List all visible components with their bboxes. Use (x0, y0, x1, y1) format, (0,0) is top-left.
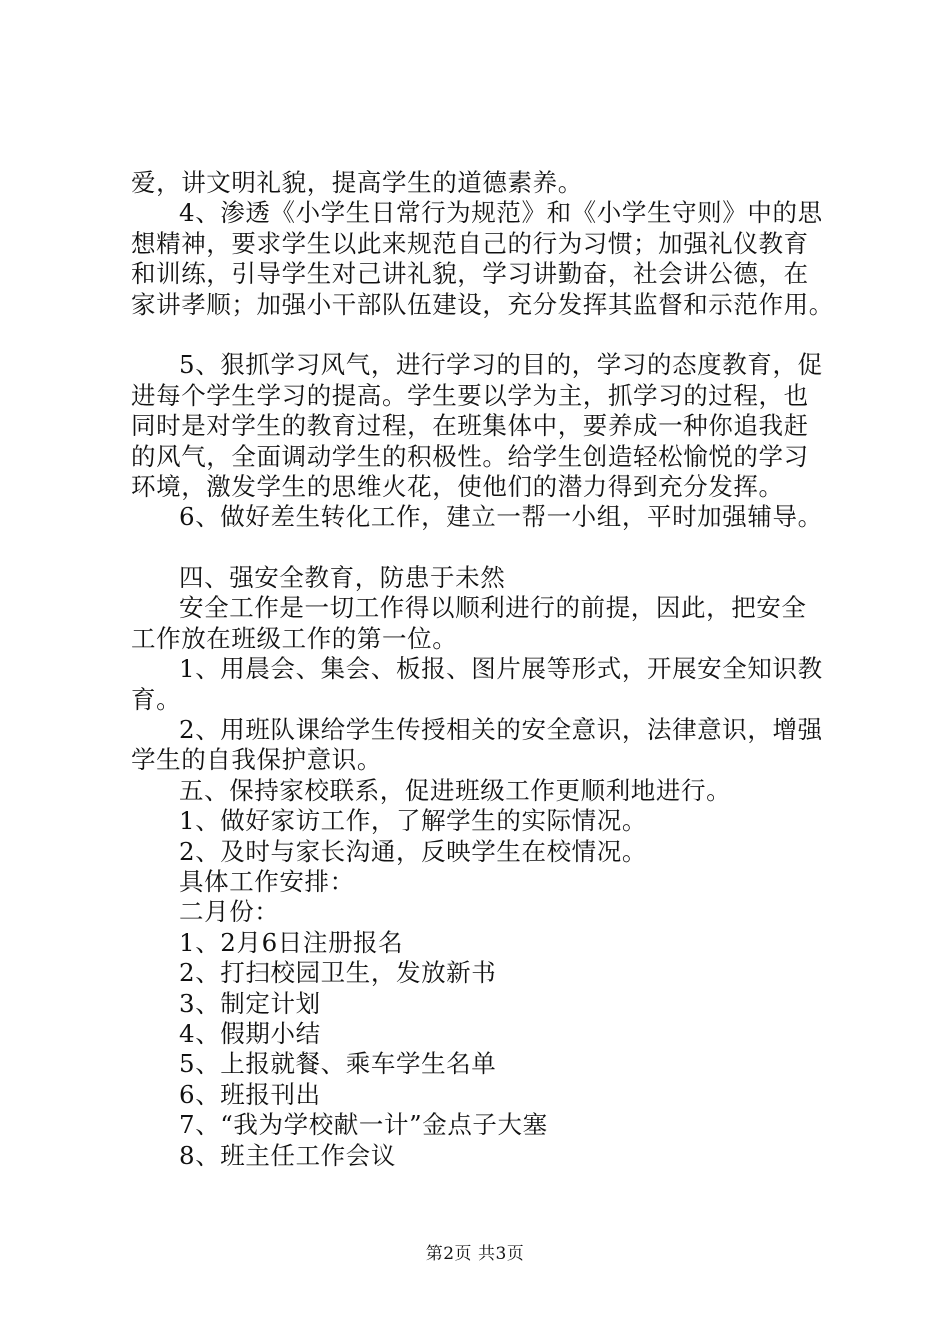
text-line: 和训练，引导学生对己讲礼貌，学习讲勤奋，社会讲公德，在 (131, 259, 809, 289)
text-line: 工作放在班级工作的第一位。 (131, 623, 458, 653)
text-line: 家讲孝顺；加强小干部队伍建设，充分发挥其监督和示范作用。 (131, 289, 834, 319)
blank-line (131, 533, 851, 563)
text-line: 5、上报就餐、乘车学生名单 (179, 1049, 497, 1079)
text-line: 6、班报刊出 (179, 1079, 321, 1109)
text-line: 安全工作是一切工作得以顺利进行的前提，因此，把安全 (179, 593, 807, 623)
text-line: 学生的自我保护意识。 (131, 745, 382, 775)
text-line: 2、打扫校园卫生，发放新书 (179, 958, 497, 988)
text-line: 想精神，要求学生以此来规范自己的行为习惯；加强礼仪教育 (131, 228, 809, 258)
text-line: 1、用晨会、集会、板报、图片展等形式，开展安全知识教 (179, 654, 823, 684)
text-line: 爱，讲文明礼貌，提高学生的道德素养。 (131, 168, 583, 197)
text-line: 4、假期小结 (179, 1018, 321, 1048)
text-line: 1、做好家访工作，了解学生的实际情况。 (179, 806, 647, 836)
text-line: 8、班主任工作会议 (179, 1140, 396, 1170)
text-line: 2、用班队课给学生传授相关的安全意识，法律意识，增强 (179, 715, 823, 745)
text-line: 的风气，全面调动学生的积极性。给学生创造轻松愉悦的学习 (131, 441, 809, 471)
text-line: 五、保持家校联系，促进班级工作更顺利地进行。 (179, 775, 732, 805)
text-line: 4、渗透《小学生日常行为规范》和《小学生守则》中的思 (179, 198, 823, 228)
page-footer: 第2页 共3页 (425, 1244, 525, 1264)
text-line: 环境，激发学生的思维火花，使他们的潜力得到充分发挥。 (131, 471, 784, 501)
text-line: 3、制定计划 (179, 988, 321, 1018)
text-line: 具体工作安排： (179, 866, 355, 896)
text-line: 同时是对学生的教育过程，在班集体中，要养成一种你追我赶 (131, 411, 809, 441)
text-line: 进每个学生学习的提高。学生要以学为主，抓学习的过程，也 (131, 380, 809, 410)
text-line: 四、强安全教育，防患于未然 (179, 563, 506, 593)
document-body (131, 168, 851, 1171)
text-line: 二月份： (179, 897, 280, 927)
text-line: 6、做好差生转化工作，建立一帮一小组，平时加强辅导。 (179, 502, 823, 532)
text-line: 2、及时与家长沟通，反映学生在校情况。 (179, 836, 647, 866)
blank-line (131, 320, 851, 350)
text-line: 育。 (131, 684, 182, 714)
text-line: 1、2月6日注册报名 (179, 927, 404, 957)
text-line: 7、“我为学校献一计”金点子大塞 (179, 1110, 548, 1140)
text-line: 5、狠抓学习风气，进行学习的目的，学习的态度教育，促 (179, 350, 823, 380)
